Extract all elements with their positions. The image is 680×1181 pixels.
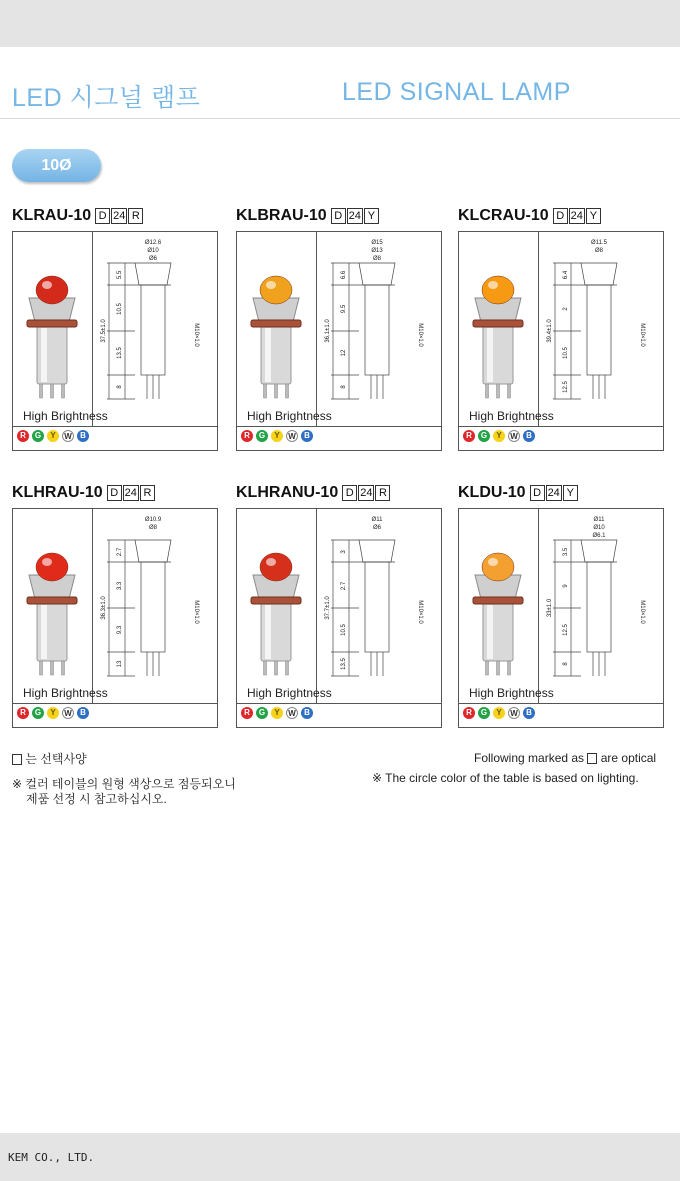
brightness-label: High Brightness [23,686,108,700]
dimension-drawing [95,512,215,700]
thread-label: M10×1.0 [193,600,199,624]
page-title-english: LED SIGNAL LAMP [342,78,571,106]
lamp-nut [251,597,301,604]
lamp-body-highlight [41,605,47,659]
height-label: 12 [341,349,347,357]
card-divider [459,426,663,427]
option-code-box: D [95,208,110,224]
brightness-label: High Brightness [247,686,332,700]
dimension-drawing [541,235,661,423]
lamp-lens [36,553,68,581]
card-divider [13,703,217,704]
color-dot-r: R [17,430,29,442]
lamp-photo [461,246,536,406]
diameter-label: Ø15 [371,240,383,246]
diameter-label: Ø11 [593,517,605,523]
lamp-lens-glint [266,558,276,566]
diameter-label: Ø13 [371,248,383,254]
diameter-label: Ø6.1 [592,533,606,539]
card-divider [316,232,317,426]
lamp-terminal [275,661,278,675]
lamp-lens-glint [488,558,498,566]
product-card [12,231,218,451]
option-code [107,485,156,501]
product-model-heading [458,484,579,502]
lamp-terminal [286,661,289,675]
product-model: KLDU-10 [458,484,526,501]
drawing-head [135,540,171,562]
kr-option-note [12,750,87,767]
total-length-label: 39.4±1.0 [547,319,553,343]
height-label: 8 [341,385,347,389]
height-label: 9.3 [117,625,123,635]
lamp-terminal [497,661,500,675]
lamp-terminal [508,661,511,675]
height-label: 13 [117,660,123,668]
option-code-box: D [107,485,122,501]
total-length-label: 33±1.0 [547,598,553,618]
lamp-terminal [51,384,54,398]
color-options [463,430,538,442]
option-code-box: Y [586,208,601,224]
brightness-label: High Brightness [469,686,554,700]
brightness-label: High Brightness [23,409,108,423]
dimension-drawing [541,512,661,700]
lamp-terminal [51,661,54,675]
lamp-nut [473,320,523,327]
page-title-korean: LED 시그널 램프 [12,84,201,112]
color-dot-r: R [463,707,475,719]
drawing-body [365,562,389,652]
diameter-label: Ø6 [148,256,158,262]
header-divider [0,118,680,119]
option-code-box: 24 [360,487,373,499]
height-label: 8 [563,662,569,666]
color-dot-b: B [523,707,535,719]
height-label: 13.5 [117,347,123,359]
diameter-label: Ø10.9 [144,517,162,523]
product-model-heading [236,484,391,502]
option-code-box: 24 [348,210,361,222]
lamp-terminal [508,384,511,398]
dimension-drawing [319,512,439,700]
option-code-box: R [375,485,390,501]
color-options [17,707,92,719]
en-option-suffix: are optical [600,751,657,765]
product-model: KLHRAU-10 [12,484,103,501]
option-code-box: Y [364,208,379,224]
product-model-heading [12,484,156,502]
option-code-box: 24 [547,487,560,499]
option-code-box: D [553,208,568,224]
lamp-terminal [486,661,489,675]
card-divider [538,509,539,703]
lamp-nut [473,597,523,604]
drawing-body [365,285,389,375]
option-code-box: D [342,485,357,501]
color-dot-y: Y [493,707,505,719]
lamp-lens-glint [266,281,276,289]
option-box-icon [12,754,22,765]
lamp-body-highlight [265,605,271,659]
card-divider [92,232,93,426]
color-dot-w: W [62,707,74,719]
product-model-heading [236,207,380,225]
option-code-box: D [530,485,545,501]
lamp-terminal [40,384,43,398]
thread-label: M10×1.0 [193,323,199,347]
color-dot-r: R [241,707,253,719]
footer-bar [0,1133,680,1181]
color-dot-w: W [286,707,298,719]
lamp-nut [27,597,77,604]
product-model: KLCRAU-10 [458,207,549,224]
card-divider [316,509,317,703]
option-code [95,208,144,224]
thread-label: M10×1.0 [639,323,645,347]
color-dot-b: B [523,430,535,442]
color-dot-y: Y [271,707,283,719]
lamp-lens-glint [488,281,498,289]
option-code [331,208,380,224]
card-divider [237,426,441,427]
option-box-icon [587,753,597,764]
color-dot-r: R [17,707,29,719]
kr-option-text: 는 선택사양 [25,752,87,766]
lamp-body-highlight [265,328,271,382]
product-model: KLHRANU-10 [236,484,339,501]
height-label: 13.5 [341,658,347,670]
option-code-box: R [140,485,155,501]
color-dot-g: G [256,707,268,719]
color-dot-w: W [62,430,74,442]
color-dot-b: B [77,707,89,719]
option-code-box: 24 [570,210,583,222]
lamp-lens [260,276,292,304]
height-label: 9 [563,584,569,588]
height-label: 5.5 [117,270,123,280]
thread-label: M10×1.0 [417,323,423,347]
diameter-label: Ø12.6 [144,240,162,246]
total-length-label: 37.7±1.0 [325,596,331,620]
card-divider [13,426,217,427]
lamp-lens [482,276,514,304]
total-length-label: 36.1±1.0 [325,319,331,343]
product-card [458,508,664,728]
company-name: KEM CO., LTD. [8,1151,95,1164]
option-code-box: D [331,208,346,224]
lamp-photo [461,523,536,683]
drawing-body [587,562,611,652]
color-dot-r: R [241,430,253,442]
dimension-drawing [95,235,215,423]
option-code-box: 24 [124,487,137,499]
lamp-photo [15,523,90,683]
card-divider [237,703,441,704]
option-code [553,208,602,224]
color-options [17,430,92,442]
lamp-photo [239,246,314,406]
lamp-body-highlight [487,605,493,659]
height-label: 3 [341,550,347,554]
diameter-label: Ø8 [594,248,604,254]
card-divider [92,509,93,703]
product-model: KLRAU-10 [12,207,92,224]
height-label: 2.7 [341,581,347,591]
lamp-lens-glint [42,281,52,289]
lamp-lens [260,553,292,581]
height-label: 2 [563,307,569,311]
height-label: 6.4 [563,270,569,280]
color-dot-g: G [256,430,268,442]
dimension-drawing [319,235,439,423]
card-divider [459,703,663,704]
height-label: 10.5 [117,303,123,315]
diameter-label: Ø6 [372,525,382,531]
en-color-note: ※ The circle color of the table is based on lighting. [372,771,639,785]
diameter-label: Ø10 [593,525,605,531]
height-label: 3.3 [117,581,123,591]
color-dot-y: Y [47,707,59,719]
lamp-photo [239,523,314,683]
color-dot-y: Y [47,430,59,442]
option-code-box: R [128,208,143,224]
kr-color-note-1: ※ 컬러 테이블의 원형 색상으로 점등되오니 [12,777,236,791]
lamp-terminal [40,661,43,675]
lamp-terminal [62,384,65,398]
lamp-nut [251,320,301,327]
color-dot-b: B [301,430,313,442]
diameter-label: Ø8 [372,256,382,262]
product-model: KLBRAU-10 [236,207,327,224]
brightness-label: High Brightness [469,409,554,423]
lamp-photo [15,246,90,406]
product-model-heading [12,207,144,225]
height-label: 8 [117,385,123,389]
drawing-head [135,263,171,285]
lamp-terminal [62,661,65,675]
color-dot-w: W [508,707,520,719]
product-card [236,231,442,451]
color-dot-y: Y [493,430,505,442]
total-length-label: 36.3±1.0 [101,596,107,620]
brightness-label: High Brightness [247,409,332,423]
height-label: 6.6 [341,270,347,280]
product-card [12,508,218,728]
color-options [241,430,316,442]
en-option-prefix: Following marked as [474,751,585,765]
height-label: 2.7 [117,547,123,557]
option-code-box: Y [563,485,578,501]
height-label: 10.5 [563,347,569,359]
color-dot-b: B [301,707,313,719]
height-label: 12.5 [563,624,569,636]
lamp-body-highlight [487,328,493,382]
diameter-label: Ø10 [147,248,159,254]
product-card [236,508,442,728]
option-code-box: 24 [113,210,126,222]
total-length-label: 37.5±1.0 [101,319,107,343]
size-tab[interactable]: 10Ø [12,149,101,182]
height-label: 10.5 [341,624,347,636]
drawing-body [587,285,611,375]
lamp-body-highlight [41,328,47,382]
drawing-body [141,562,165,652]
lamp-terminal [264,384,267,398]
color-dot-g: G [32,707,44,719]
lamp-terminal [275,384,278,398]
color-dot-y: Y [271,430,283,442]
lamp-terminal [486,384,489,398]
option-code [530,485,579,501]
color-dot-g: G [478,430,490,442]
drawing-head [581,540,617,562]
height-label: 3.5 [563,547,569,557]
lamp-lens [36,276,68,304]
drawing-head [359,263,395,285]
product-card [458,231,664,451]
height-label: 12.5 [563,381,569,393]
thread-label: M10×1.0 [417,600,423,624]
height-label: 9.5 [341,304,347,314]
lamp-nut [27,320,77,327]
drawing-head [581,263,617,285]
lamp-terminal [286,384,289,398]
product-model-heading [458,207,602,225]
color-dot-w: W [286,430,298,442]
drawing-body [141,285,165,375]
en-option-note [474,751,656,765]
diameter-label: Ø11 [371,517,383,523]
color-dot-g: G [478,707,490,719]
drawing-head [359,540,395,562]
thread-label: M10×1.0 [639,600,645,624]
color-dot-r: R [463,430,475,442]
lamp-lens [482,553,514,581]
diameter-label: Ø8 [148,525,158,531]
lamp-terminal [264,661,267,675]
color-dot-g: G [32,430,44,442]
lamp-terminal [497,384,500,398]
color-options [463,707,538,719]
color-options [241,707,316,719]
card-divider [538,232,539,426]
option-code [342,485,391,501]
top-bar [0,0,680,47]
color-dot-b: B [77,430,89,442]
lamp-lens-glint [42,558,52,566]
color-dot-w: W [508,430,520,442]
diameter-label: Ø11.5 [591,240,607,246]
kr-color-note-2: 제품 선정 시 참고하십시오. [26,792,167,806]
